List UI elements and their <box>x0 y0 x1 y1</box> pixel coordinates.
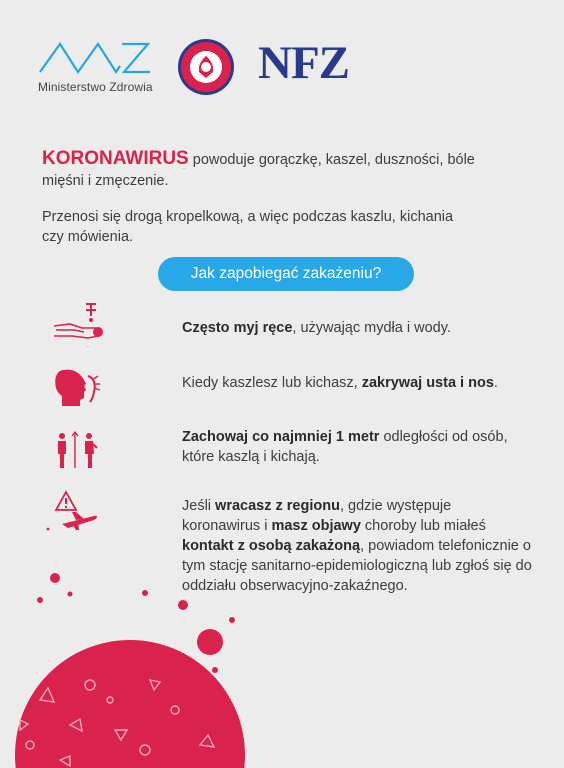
tip-keep-distance-bold: Zachowaj co najmniej 1 metr <box>182 429 380 445</box>
distance-icon <box>55 430 99 470</box>
cough-icon <box>50 362 106 412</box>
tip4-bold1: wracasz z regionu <box>215 498 340 514</box>
tip-cover-mouth <box>182 373 532 393</box>
tip4-part4: , powiadom telefonicznie o tym stację sanitarno-epidemiologiczną lub zgłoś się do oddziału obserwacyjno-zakaźnego. <box>182 538 532 594</box>
tip-cover-mouth-post: . <box>493 375 498 391</box>
ministerstwo-zdrowia-label: Ministerstwo Zdrowia <box>38 80 153 94</box>
tip4-part2: , gdzie występuje koronawirus i <box>182 498 452 534</box>
koronawirus-keyword: KORONAWIRUS <box>42 148 189 169</box>
airplane-icon <box>62 512 97 530</box>
intro-symptoms <box>42 148 512 192</box>
tip4-bold3: kontakt z osobą zakażoną <box>182 538 361 554</box>
tip4-part3: choroby lub miałeś <box>360 518 486 534</box>
intro-transmission: Przenosi się drogą kropelkową, a więc podczas kaszlu, kichania czy mówienia. <box>42 209 454 245</box>
nfz-label: NFZ <box>258 37 349 89</box>
nfz-logo <box>258 37 364 89</box>
tip-wash-hands-text: , używając mydła i wody. <box>292 320 451 336</box>
tip-keep-distance-text: odległości od osób, które kaszlą i kichają. <box>182 429 508 465</box>
tip-wash-hands <box>182 318 532 338</box>
virus-decoration <box>0 560 300 768</box>
warning-icon <box>56 492 76 510</box>
travel-icon <box>42 490 102 532</box>
hand-wash-icon <box>52 302 106 346</box>
tip-wash-hands-bold: Często myj ręce <box>182 320 293 336</box>
tip-keep-distance <box>182 427 532 467</box>
tip4-part1: Jeśli <box>182 498 216 514</box>
prevention-question-banner: Jak zapobiegać zakażeniu? <box>158 257 414 291</box>
tip-cover-mouth-pre: Kiedy kaszlesz lub kichasz, <box>182 375 362 391</box>
tip4-bold2: masz objawy <box>271 518 361 534</box>
symptoms-text: powoduje gorączkę, kaszel, duszności, bóle mięśni i zmęczenie. <box>42 152 475 189</box>
panstwowa-inspekcja-sanitarna-logo <box>177 38 235 96</box>
tip-cover-mouth-bold: zakrywaj usta i nos <box>361 375 494 391</box>
